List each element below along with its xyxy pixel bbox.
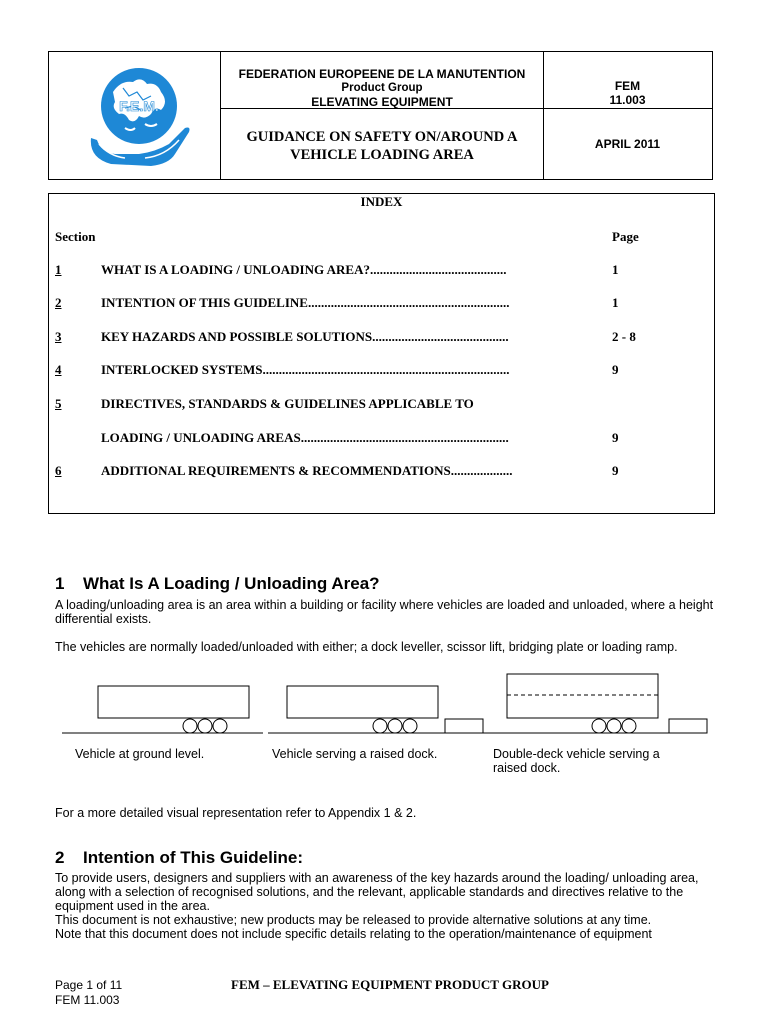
section-2-paragraph-1: To provide users, designers and suppliers with an awareness of the key hazards around the loading/ unloading area, along with a selection of recognised solutions, and the relevant, applicable standards and directives relative to the equipment used in the area. xyxy=(55,871,699,913)
index-section-header: Section xyxy=(55,229,96,244)
raised-dock xyxy=(669,719,707,733)
footer-left xyxy=(55,978,122,1008)
title-line-1: GUIDANCE ON SAFETY ON/AROUND A xyxy=(246,129,518,145)
section-2-paragraph-3: Note that this document does not include specific details relating to the operation/maintenance of equipment xyxy=(55,927,652,941)
index-page-header: Page xyxy=(612,229,639,244)
caption-raised-dock: Vehicle serving a raised dock. xyxy=(272,747,438,761)
entry-page: 1 xyxy=(612,295,619,310)
vehicle-body xyxy=(98,686,249,718)
wheel xyxy=(607,719,621,733)
section-1-paragraph-3: For a more detailed visual representation refer to Appendix 1 & 2. xyxy=(55,806,417,820)
wheel xyxy=(622,719,636,733)
entry-text: INTENTION OF THIS GUIDELINE.............................................................. xyxy=(101,295,510,310)
entry-number: 6 xyxy=(55,463,62,478)
entry-number: 4 xyxy=(55,362,62,377)
entry-number: 3 xyxy=(55,329,62,344)
wheel xyxy=(198,719,212,733)
entry-page: 9 xyxy=(612,430,619,445)
wheel xyxy=(592,719,606,733)
wheel xyxy=(403,719,417,733)
code-label: FEM xyxy=(614,79,641,93)
vehicle-body xyxy=(287,686,438,718)
wheel xyxy=(183,719,197,733)
header-divider xyxy=(543,52,544,179)
fem-logo-icon xyxy=(85,62,193,172)
raised-dock xyxy=(445,719,483,733)
entry-text: LOADING / UNLOADING AREAS................................................................ xyxy=(101,430,509,445)
entry-number: 2 xyxy=(55,295,62,310)
caption-double-deck: Double-deck vehicle serving a raised dock. xyxy=(493,747,660,775)
wheel xyxy=(213,719,227,733)
section-title: What Is A Loading / Unloading Area? xyxy=(83,574,380,593)
footer-center: FEM – ELEVATING EQUIPMENT PRODUCT GROUP xyxy=(231,977,549,992)
entry-page: 2 - 8 xyxy=(612,329,636,344)
equipment-label: ELEVATING EQUIPMENT xyxy=(311,95,453,109)
index-title: INDEX xyxy=(360,194,403,209)
section-title: Intention of This Guideline: xyxy=(83,848,304,867)
section-1-paragraph-2: The vehicles are normally loaded/unloaded with either; a dock leveller, scissor lift, bridging plate or loading ramp. xyxy=(55,640,678,654)
logo-text: F.E.M. xyxy=(119,98,159,114)
entry-text: DIRECTIVES, STANDARDS & GUIDELINES APPLICABLE TO xyxy=(101,396,474,411)
vehicle-diagram xyxy=(0,668,768,740)
section-1-heading xyxy=(55,574,380,594)
entry-number: 5 xyxy=(55,396,62,411)
title-line-2: VEHICLE LOADING AREA xyxy=(290,147,474,163)
document-title xyxy=(221,128,543,164)
entry-number: 1 xyxy=(55,262,62,277)
wheel xyxy=(388,719,402,733)
entry-page: 9 xyxy=(612,463,619,478)
section-2-heading xyxy=(55,848,303,868)
org-name: FEDERATION EUROPEENE DE LA MANUTENTION xyxy=(238,67,526,81)
caption-ground-level: Vehicle at ground level. xyxy=(75,747,205,761)
footer-doc-id: FEM 11.003 xyxy=(55,993,120,1007)
double-deck-body xyxy=(507,674,658,718)
wheel xyxy=(373,719,387,733)
entry-text: WHAT IS A LOADING / UNLOADING AREA?.......................................... xyxy=(101,262,507,277)
entry-text: INTERLOCKED SYSTEMS............................................................................ xyxy=(101,362,510,377)
section-1-paragraph-1: A loading/unloading area is an area within a building or facility where vehicles are loaded and unloaded, where a height differential exists. xyxy=(55,598,714,626)
section-number: 1 xyxy=(55,574,65,593)
document-header xyxy=(48,51,713,180)
document-date: APRIL 2011 xyxy=(594,137,661,151)
section-2-paragraph-2: This document is not exhaustive; new products may be released to provide alternative solutions at any time. xyxy=(55,913,652,927)
entry-page: 9 xyxy=(612,362,619,377)
entry-text: ADDITIONAL REQUIREMENTS & RECOMMENDATIONS................... xyxy=(101,463,513,478)
entry-text: KEY HAZARDS AND POSSIBLE SOLUTIONS.......................................... xyxy=(101,329,509,344)
product-group: Product Group xyxy=(341,82,423,94)
page-number: Page 1 of 11 xyxy=(55,978,123,992)
index-box xyxy=(48,193,715,514)
section-number: 2 xyxy=(55,848,65,867)
entry-page: 1 xyxy=(612,262,619,277)
code-number: 11.003 xyxy=(609,93,646,107)
